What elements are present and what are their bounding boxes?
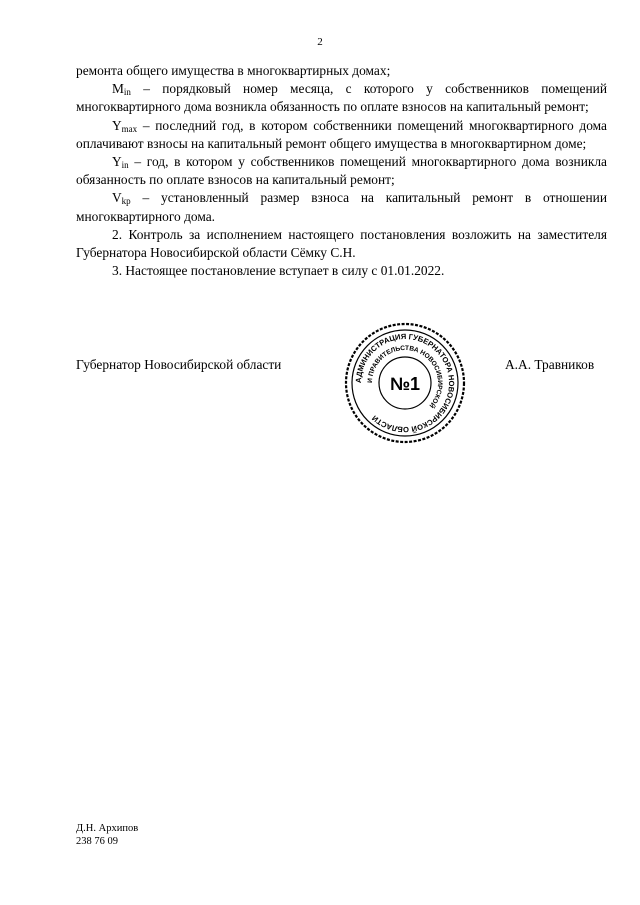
page-number: 2 [317,36,323,48]
symbol-subscript: max [121,123,138,134]
paragraph-v-kp [76,189,607,225]
paragraph-control: 2. Контроль за исполнением настоящего постановления возложить на заместителя Губернатора Новосибирской области Сёмку С.Н. [76,226,607,261]
official-seal [344,322,466,444]
definition-text: – год, в котором у собственников помещений многоквартирного дома возникла обязанность по оплате взносов на капитальный ремонт; [76,154,607,188]
paragraph-continuation: ремонта общего имущества в многоквартирных домах; [76,63,391,78]
seal-number: №1 [389,374,421,394]
signature-title: Губернатор Новосибирской области [76,357,282,372]
paragraph-effective-date: 3. Настоящее постановление вступает в силу с 01.01.2022. [112,263,445,279]
signature-name: А.А. Травников [505,357,595,372]
seal-outer-text: АДМИНИСТРАЦИЯ ГУБЕРНАТОРА НОВОСИБИРСКОЙ ОБЛАСТИ [353,331,457,435]
symbol: Y [112,154,122,170]
symbol: V [112,190,122,206]
symbol-subscript: kp [121,196,131,207]
definition-text: – последний год, в котором собственники помещений многоквартирного дома оплачивают взносы на капитальный ремонт общего имущества в многоквартирном доме; [76,117,607,151]
executor-info [76,822,138,848]
symbol-subscript: in [121,160,129,171]
definition-text: – порядковый номер месяца, с которого у собственников помещений многоквартирного дома возникла обязанность по оплате взносов на капитальный ремонт; [76,81,607,115]
document-body [76,62,607,280]
paragraph-m-in [76,80,607,116]
paragraph-y-in [76,153,607,189]
paragraph-y-max [76,117,607,153]
symbol: M [112,81,124,97]
executor-name: Д.Н. Архипов [76,823,139,834]
seal-inner-text: И ПРАВИТЕЛЬСТВА НОВОСИБИРСКОЙ [366,344,444,409]
symbol: Y [112,117,122,133]
executor-phone: 238 76 09 [76,836,118,847]
definition-text: – установленный размер взноса на капитальный ремонт в отношении многоквартирного дома. [76,190,607,224]
symbol-subscript: in [123,87,131,98]
